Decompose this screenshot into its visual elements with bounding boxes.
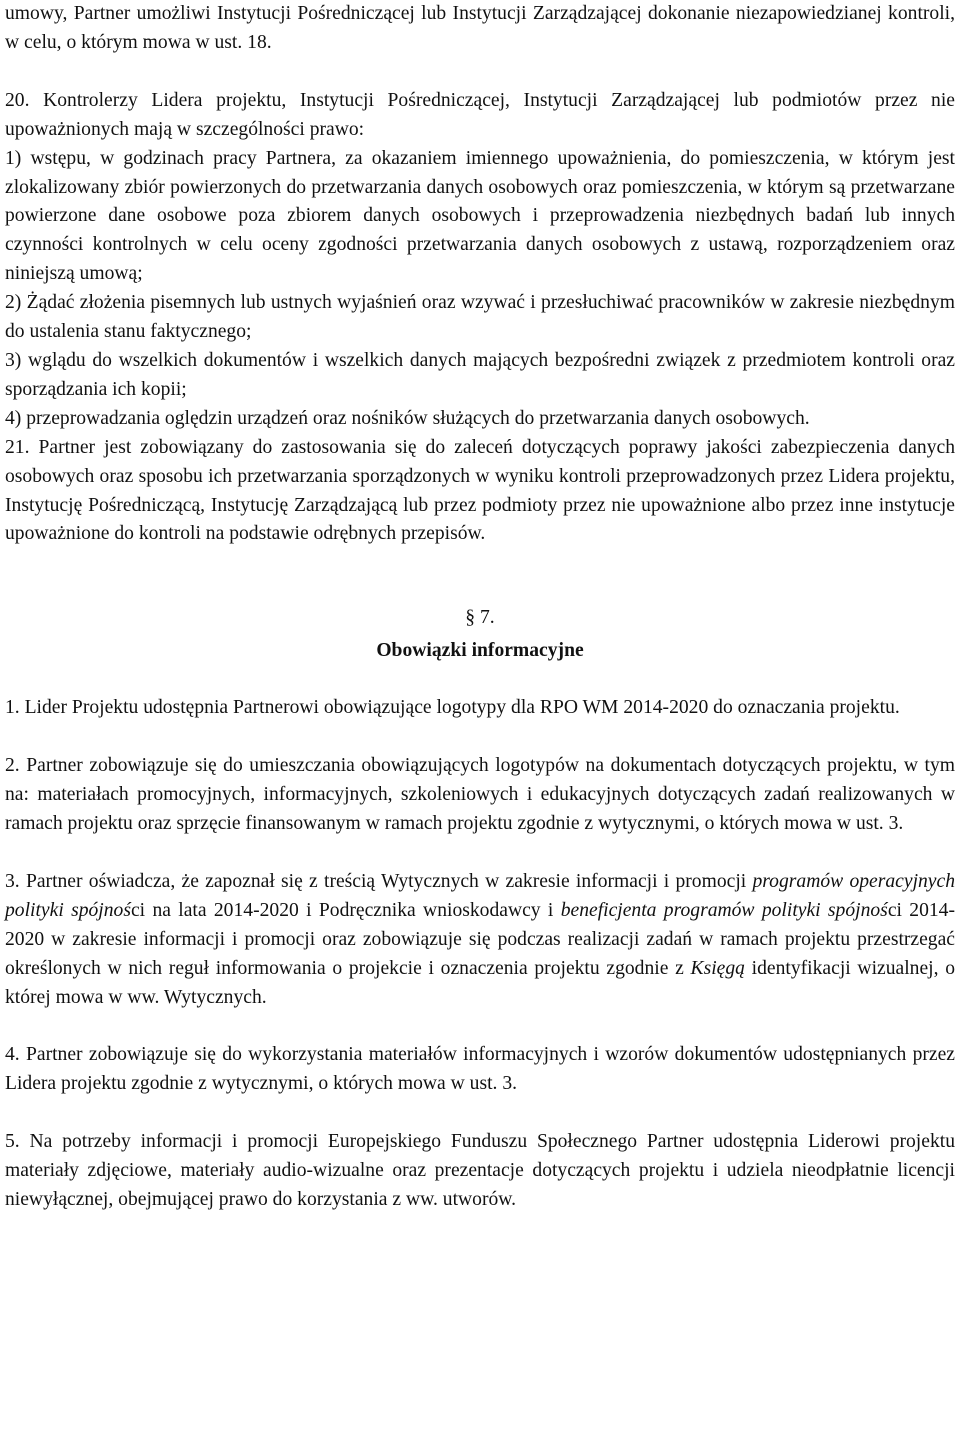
point-3-text-g: identyfikacji wizualnej, o której mowa w ww. Wytycznych.	[5, 957, 955, 1008]
point-5: 5. Na potrzeby informacji i promocji Europejskiego Funduszu Społecznego Partner udostępnia Liderowi projektu materiały zdjęciowe, materiały audio-wizualne oraz prezentacje dotyczących projektu i udziela nieodpłatnie licencji niewyłącznej, obejmującej prawo do korzystania z ww. utworów.	[5, 1131, 955, 1211]
point-1: 1. Lider Projektu udostępnia Partnerowi obowiązujące logotypy dla RPO WM 2014-2020 do oznaczania projektu.	[5, 697, 900, 719]
paragraph-20-item-4: 4) przeprowadzania oględzin urządzeń oraz nośników służących do przetwarzania danych osobowych.	[5, 407, 810, 429]
point-3-italic-beneficiary: beneficjenta programów polityki spójnoś	[560, 899, 888, 921]
point-3-text-a: 3. Partner oświadcza, że zapoznał się z treścią Wytycznych w zakresie informacji i promocji	[5, 870, 753, 892]
point-2: 2. Partner zobowiązuje się do umieszczania obowiązujących logotypów na dokumentach dotyczących projektu, w tym na: materiałach promocyjnych, informacyjnych, szkoleniowych i edukacyjnych dotyczących zadań realizowanych w ramach projektu oraz sprzęcie finansowanym w ramach projektu zgodnie z wytycznymi, o których mowa w ust. 3.	[5, 755, 955, 835]
document-page	[5, 0, 955, 1215]
paragraph-20-item-1: 1) wstępu, w godzinach pracy Partnera, za okazaniem imiennego upoważnienia, do pomieszczenia, w którym jest zlokalizowany zbiór powierzonych do przetwarzania danych osobowych oraz pomieszczenia, w którym są przetwarzane powierzone dane osobowe poza zbiorem danych osobowych i przeprowadzenia niezbędnych badań lub innych czynności kontrolnych w celu oceny zgodności przetwarzania danych osobowych z ustawą, rozporządzeniem oraz niniejszą umową;	[5, 147, 955, 285]
paragraph-20-lead: 20. Kontrolerzy Lidera projektu, Instytucji Pośredniczącej, Instytucji Zarządzającej lub podmiotów przez nie upoważnionych mają w szczególności prawo:	[5, 89, 955, 140]
point-4: 4. Partner zobowiązuje się do wykorzystania materiałów informacyjnych i wzorów dokumentów udostępnianych przez Lidera projektu zgodnie z wytycznymi, o których mowa w ust. 3.	[5, 1044, 955, 1095]
point-3	[5, 868, 955, 1013]
section-number: § 7.	[465, 607, 495, 629]
section-title: Obowiązki informacyjne	[376, 640, 584, 662]
point-3-italic-book: Księgą	[690, 957, 745, 979]
paragraph-continuation: umowy, Partner umożliwi Instytucji Pośredniczącej lub Instytucji Zarządzającej dokonanie niezapowiedzianej kontroli, w celu, o którym mowa w ust. 18.	[5, 3, 955, 53]
point-3-text-c: ci na lata 2014-2020 i Podręcznika wnioskodawcy i	[130, 899, 561, 921]
paragraph-20-item-2: 2) Żądać złożenia pisemnych lub ustnych wyjaśnień oraz wzywać i przesłuchiwać pracowników w zakresie niezbędnym do ustalenia stanu faktycznego;	[5, 292, 955, 343]
point-3-text-e: ci 2014-2020 w zakresie informacji i promocji oraz zobowiązuje się podczas realizacji zadań w ramach projektu przestrzegać określonych w nich reguł informowania o projekcie i oznaczenia projektu zgodnie z	[5, 899, 955, 979]
paragraph-20-item-3: 3) wglądu do wszelkich dokumentów i wszelkich danych mających bezpośredni związek z przedmiotem kontroli oraz sporządzania ich kopii;	[5, 349, 955, 400]
point-3-italic-programs: programów operacyjnych polityki spójnoś	[5, 870, 955, 921]
paragraph-21: 21. Partner jest zobowiązany do zastosowania się do zaleceń dotyczących poprawy jakości zabezpieczenia danych osobowych oraz sposobu ich przetwarzania sporządzonych w wyniku kontroli przeprowadzonych przez Lidera projektu, Instytucję Pośredniczącą, Instytucję Zarządzającą lub przez podmioty przez nie upoważnione albo przez inne instytucje upoważnione do kontroli na podstawie odrębnych przepisów.	[5, 436, 955, 545]
